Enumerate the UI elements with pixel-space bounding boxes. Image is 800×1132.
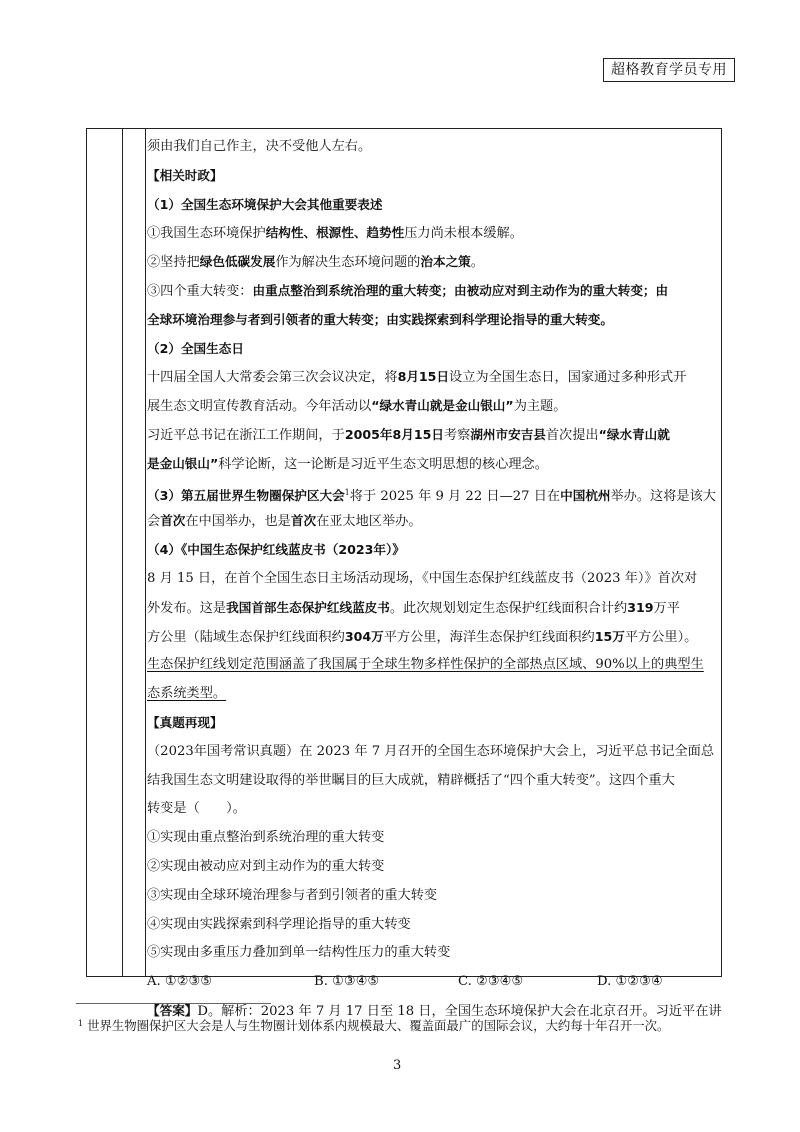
content-cell [147, 133, 722, 1026]
table-column-middle [122, 129, 146, 976]
statement-item: ②实现由被动应对到主动作为的重大转变 [147, 858, 385, 874]
answer-options [147, 968, 717, 997]
section-heading-current-affairs: 【相关时政】 [147, 167, 223, 183]
question-text: 转变是（ ）。 [147, 801, 246, 817]
subheading-ecology-day: （2）全国生态日 [147, 340, 244, 356]
option-b: B. ①③④⑤ [314, 974, 380, 990]
subheading-bluebook: （4）《中国生态保护红线蓝皮书（2023年）》 [147, 542, 405, 558]
option-a: A. ①②③⑤ [147, 974, 213, 990]
footnote-mark: 1 [78, 1019, 84, 1028]
answer-line: 【答案】D。解析：2023 年 7 月 17 日至 18 日，全国生态环境保护大会在北京召开。习近平在讲 [147, 1002, 722, 1019]
text-line: 习近平总书记在浙江工作期间，于2005年8月15日考察湖州市安吉县首次提出“绿水青山就 [147, 426, 670, 443]
statement-item: ⑤实现由多重压力叠加到单一结构性压力的重大转变 [147, 945, 451, 961]
content-table [86, 128, 722, 1019]
footnote: $^1$ 世界生物圈保护区大会是人与生物圈计划体系内规模最大、覆盖面最广的国际会议，大约每十年召开一次。 [78, 1018, 670, 1033]
text-line: 全球环境治理参与者到引领者的重大转变；由实践探索到科学理论指导的重大转变。 [147, 311, 613, 327]
page-number: 3 [393, 1058, 402, 1073]
footnote-ref: 1 [344, 487, 350, 497]
statement-item: ①实现由重点整治到系统治理的重大转变 [147, 830, 385, 846]
footnote-divider [76, 1003, 271, 1004]
text-line: 展生态文明宣传教育活动。今年活动以“绿水青山就是金山银山”为主题。 [147, 398, 567, 415]
option-d: D. ①②③④ [597, 974, 663, 990]
statement-item: ③实现由全球环境治理参与者到引领者的重大转变 [147, 887, 438, 903]
text-line: ②坚持把绿色低碳发展作为解决生态环境问题的治本之策。 [147, 254, 484, 271]
text-line: 方公里（陆域生态保护红线面积约304万平方公里，海洋生态保护红线面积约15万平方公里）。 [147, 628, 698, 645]
question-text: （2023年国考常识真题）在 2023 年 7 月召开的全国生态环境保护大会上，习近平总书记全面总 [147, 743, 715, 759]
statement-item: ④实现由实践探索到科学理论指导的重大转变 [147, 916, 411, 932]
text-line: ③四个重大转变：由重点整治到系统治理的重大转变；由被动应对到主动作为的重大转变；由 [147, 282, 669, 299]
underlined-text-line: 生态保护红线划定范围涵盖了我国属于全球生物多样性保护的全部热点区域、90%以上的典型生 [147, 657, 704, 673]
question-text: 结我国生态文明建设取得的举世瞩目的巨大成就，精辟概括了“四个重大转变”。这四个重大 [147, 772, 675, 788]
text-line: 十四届全国人大常委会第三次会议决定，将8月15日设立为全国生态日，国家通过多种形式开 [147, 369, 687, 386]
brand-label: 超格教育学员专用 [603, 58, 735, 82]
text-line: ①我国生态环境保护结构性、根源性、趋势性压力尚未根本缓解。 [147, 225, 523, 242]
section-heading-past-exam: 【真题再现】 [147, 714, 223, 730]
text-line: 会首次在中国举办，也是首次在亚太地区举办。 [147, 513, 422, 530]
text-line: 须由我们自己作主，决不受他人左右。 [147, 139, 372, 154]
text-line: 8 月 15 日，在首个全国生态日主场活动现场，《中国生态保护红线蓝皮书（2023 年）》首次对 [147, 570, 698, 586]
subheading-conference-statements: （1）全国生态环境保护大会其他重要表述 [147, 196, 383, 212]
text-line: （3）第五届世界生物圈保护区大会$^1$将于 2025 年 9 月 22 日—27 日在中国杭州举办。这将是该大 [147, 487, 716, 504]
underlined-text-line: 态系统类型。 [147, 686, 227, 702]
option-c: C. ②③④⑤ [458, 974, 524, 990]
text-line: 外发布。这是我国首部生态保护红线蓝皮书。此次规划划定生态保护红线面积合计约319万平 [147, 599, 680, 616]
text-line: 是金山银山”科学论断，这一论断是习近平生态文明思想的核心理念。 [147, 455, 548, 472]
table-column-left [87, 129, 123, 976]
